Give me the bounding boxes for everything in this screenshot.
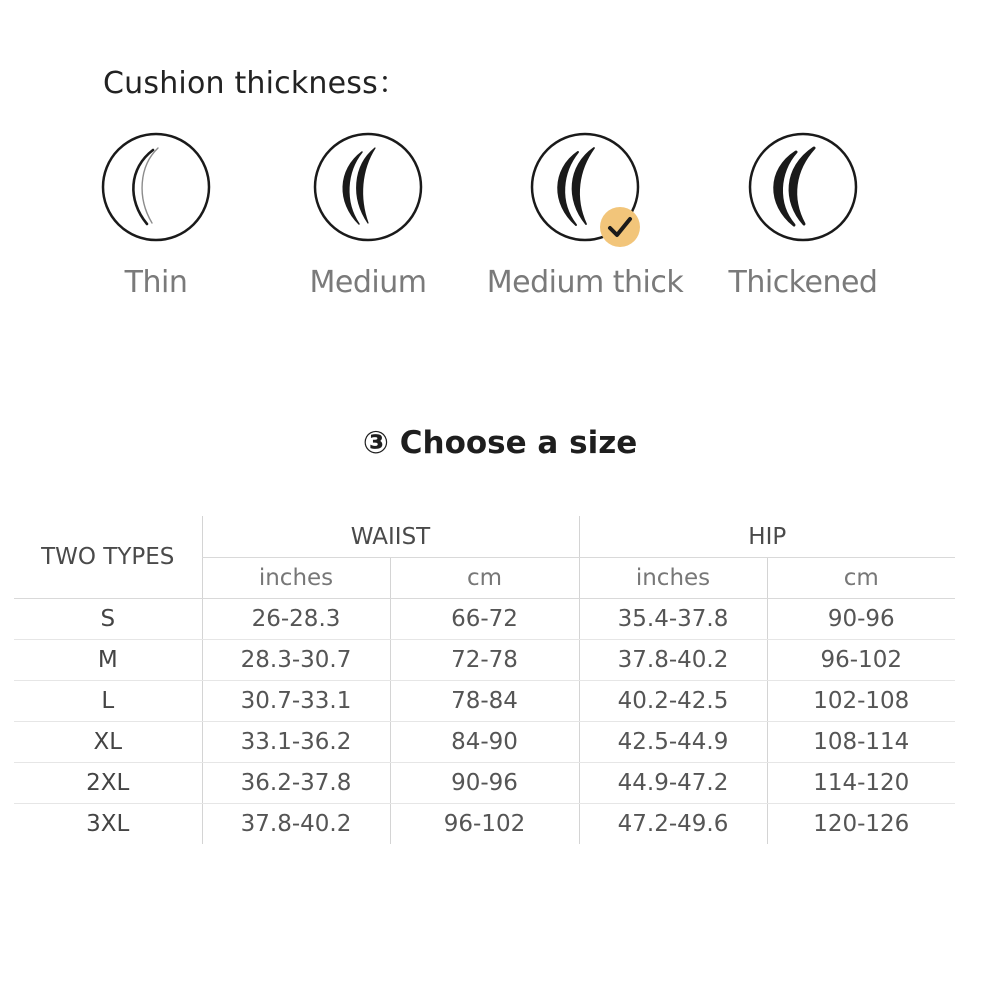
hip-inches-cell: 44.9-47.2 [579, 763, 767, 804]
medium-cushion-icon [313, 132, 423, 242]
waist-cm-header: cm [390, 558, 579, 599]
hip-cm-cell: 108-114 [767, 722, 955, 763]
waist-inches-cell: 36.2-37.8 [202, 763, 390, 804]
size-table-group-header [14, 516, 955, 558]
hip-cm-cell: 120-126 [767, 804, 955, 845]
waist-cm-cell: 96-102 [390, 804, 579, 845]
choose-size-heading: ③ Choose a size [362, 425, 638, 461]
waist-header: WAIIST [202, 516, 579, 558]
thickness-label-medium-thick: Medium thick [486, 265, 684, 300]
thickness-label-medium: Medium [309, 265, 427, 300]
hip-inches-cell: 40.2-42.5 [579, 681, 767, 722]
hip-inches-cell: 47.2-49.6 [579, 804, 767, 845]
size-cell: L [14, 681, 202, 722]
size-cell: M [14, 640, 202, 681]
size-table [14, 516, 955, 844]
hip-inches-header: inches [579, 558, 767, 599]
waist-cm-cell: 78-84 [390, 681, 579, 722]
hip-cm-cell: 114-120 [767, 763, 955, 804]
hip-inches-cell: 37.8-40.2 [579, 640, 767, 681]
cushion-thickness-heading: Cushion thickness： [103, 66, 409, 101]
hip-header: HIP [579, 516, 955, 558]
waist-inches-cell: 37.8-40.2 [202, 804, 390, 845]
thin-cushion-icon [101, 132, 211, 242]
waist-inches-cell: 30.7-33.1 [202, 681, 390, 722]
size-cell: S [14, 599, 202, 640]
size-cell: XL [14, 722, 202, 763]
waist-cm-cell: 90-96 [390, 763, 579, 804]
hip-cm-cell: 96-102 [767, 640, 955, 681]
hip-cm-header: cm [767, 558, 955, 599]
two-types-header: TWO TYPES [14, 516, 202, 599]
table-row [14, 804, 955, 845]
thickness-option-thin[interactable] [46, 132, 266, 312]
waist-inches-cell: 28.3-30.7 [202, 640, 390, 681]
waist-cm-cell: 84-90 [390, 722, 579, 763]
hip-cm-cell: 90-96 [767, 599, 955, 640]
size-cell: 2XL [14, 763, 202, 804]
size-cell: 3XL [86, 811, 130, 837]
selected-check-icon [599, 206, 641, 248]
thickness-label-thickened: Thickened [728, 265, 878, 300]
waist-inches-cell: 26-28.3 [202, 599, 390, 640]
hip-inches-cell: 35.4-37.8 [579, 599, 767, 640]
table-row [14, 640, 955, 681]
thickness-option-medium-thick[interactable] [475, 132, 695, 312]
thickness-label-thin: Thin [124, 265, 188, 300]
thickened-cushion-icon [748, 132, 858, 242]
waist-inches-header: inches [202, 558, 390, 599]
hip-inches-cell: 42.5-44.9 [579, 722, 767, 763]
table-row [14, 681, 955, 722]
thickness-option-medium[interactable] [258, 132, 478, 312]
waist-cm-cell: 66-72 [390, 599, 579, 640]
hip-cm-cell: 102-108 [767, 681, 955, 722]
table-row [14, 599, 955, 640]
table-row [14, 722, 955, 763]
thickness-option-thickened[interactable] [693, 132, 913, 312]
table-row [14, 763, 955, 804]
waist-inches-cell: 33.1-36.2 [202, 722, 390, 763]
waist-cm-cell: 72-78 [390, 640, 579, 681]
